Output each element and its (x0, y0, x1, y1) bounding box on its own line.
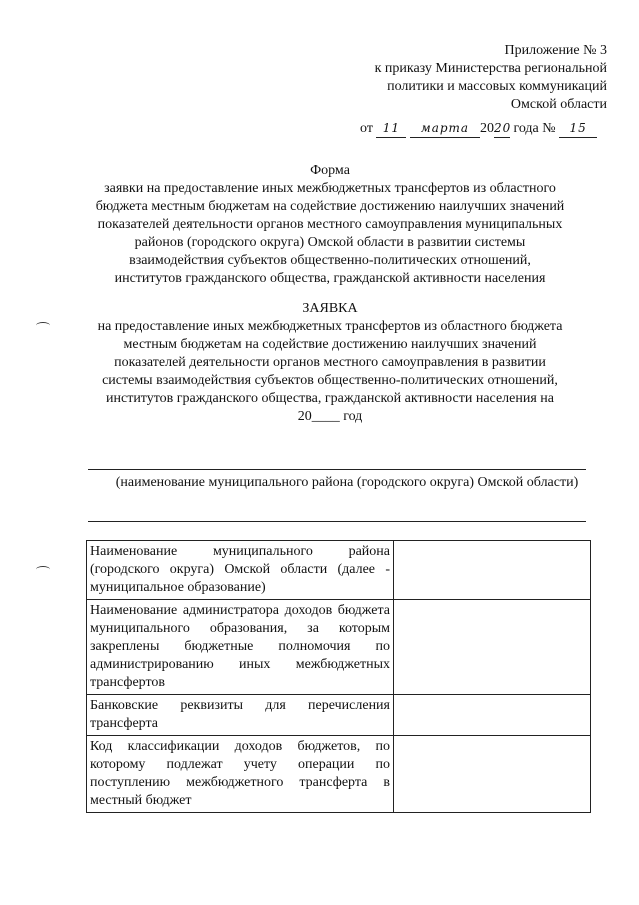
form-line: бюджета местным бюджетам на содействие достижению наилучших значений (95, 199, 565, 214)
row-value-bank-details[interactable] (394, 695, 591, 736)
form-line: институтов гражданского общества, гражданской активности населения (114, 271, 546, 286)
appendix-line-2: политики и массовых коммуникаций (387, 79, 607, 94)
date-year-field: 20 (494, 119, 510, 138)
application-line: на предоставление иных межбюджетных трансфертов из областного бюджета (97, 319, 563, 334)
appendix-title: Приложение № 3 (504, 43, 607, 58)
table-row (87, 736, 591, 813)
form-heading: Форма (310, 163, 350, 178)
margin-mark-1 (36, 322, 50, 329)
application-line: институтов гражданского общества, гражданской активности населения на (106, 391, 554, 406)
form-block (75, 162, 585, 288)
table-row (87, 600, 591, 695)
table-row (87, 541, 591, 600)
table-row (87, 695, 591, 736)
row-value-administrator[interactable] (394, 600, 591, 695)
appendix-line-3: Омской области (510, 97, 607, 112)
date-prefix: от (360, 121, 373, 136)
application-heading: ЗАЯВКА (302, 301, 358, 316)
application-block (75, 300, 585, 426)
application-line: местным бюджетам на содействие достижению наилучших значений (123, 337, 537, 352)
row-value-income-code[interactable] (394, 736, 591, 813)
municipality-name-line[interactable] (88, 469, 586, 470)
form-line: взаимодействия субъектов общественно-политических отношений, (129, 253, 531, 268)
order-date-line (360, 119, 597, 138)
requisites-table (86, 540, 591, 813)
additional-line[interactable] (88, 521, 586, 522)
margin-mark-2 (36, 566, 50, 573)
row-label-bank-details: Банковские реквизиты для перечисления трансферта (87, 695, 394, 736)
application-year-line: 20____ год (297, 409, 363, 424)
date-month-field: марта (410, 119, 480, 138)
date-day-field: 11 (376, 119, 406, 138)
application-line: показателей деятельности органов местного самоуправления в развитии (114, 355, 546, 370)
row-label-income-code: Код классификации доходов бюджетов, по которому подлежат учету операции по поступлению межбюджетного трансферта в местный бюджет (87, 736, 394, 813)
row-label-administrator: Наименование администратора доходов бюджета муниципального образования, за которым закреплены бюджетные полномочия по администрированию иных межбюджетных трансфертов (87, 600, 394, 695)
row-value-municipality[interactable] (394, 541, 591, 600)
order-number-field: 15 (559, 119, 597, 138)
form-line: показателей деятельности органов местного самоуправления муниципальных (97, 217, 563, 232)
municipality-name-caption: (наименование муниципального района (городского округа) Омской области) (115, 475, 579, 490)
row-label-municipality: Наименование муниципального района (городского округа) Омской области (далее - муниципальное образование) (87, 541, 394, 600)
date-year-prefix: 20 (479, 121, 494, 136)
form-line: заявки на предоставление иных межбюджетных трансфертов из областного (104, 181, 556, 196)
application-line: системы взаимодействия субъектов общественно-политических отношений, (102, 373, 558, 388)
appendix-line-1: к приказу Министерства региональной (374, 61, 607, 76)
date-year-word: года № (513, 121, 556, 136)
form-line: районов (городского округа) Омской области в развитии системы (134, 235, 526, 250)
